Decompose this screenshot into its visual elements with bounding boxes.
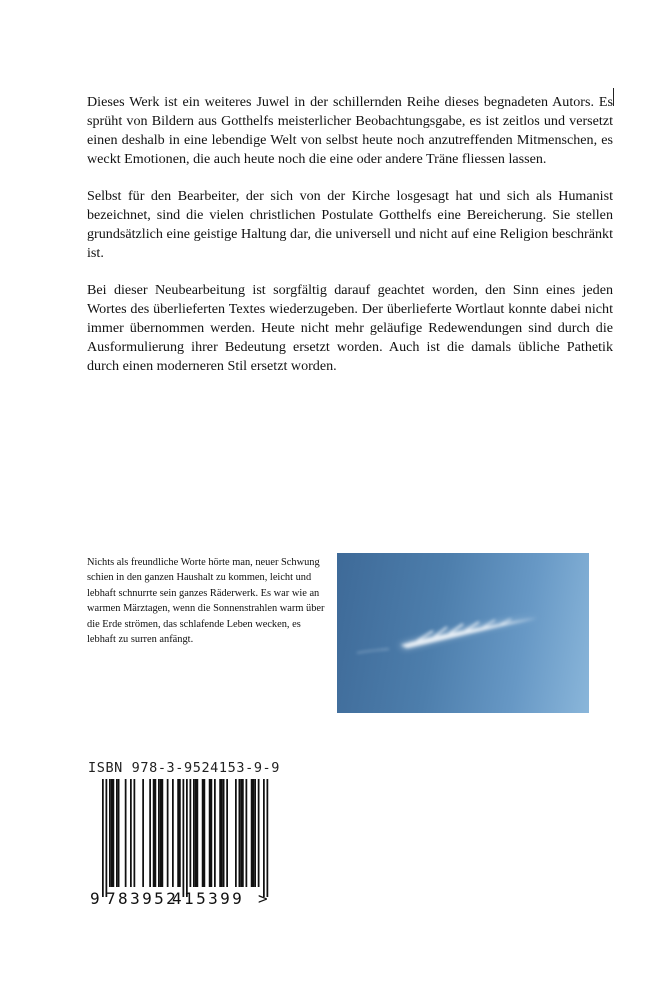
isbn-barcode — [88, 779, 278, 903]
barcode-bar — [118, 779, 120, 887]
barcode-bar — [254, 779, 256, 887]
barcode-bar — [125, 779, 127, 887]
barcode-bar — [258, 779, 260, 887]
barcode-bar — [195, 779, 197, 887]
barcode-bar — [190, 779, 192, 887]
barcode-bar — [214, 779, 216, 887]
barcode-digits — [88, 889, 278, 911]
barcode-left-digits: 783952 — [106, 889, 179, 908]
barcode-bar — [219, 779, 221, 887]
barcode-guard-bar — [263, 779, 265, 897]
blurb-paragraph-2: Selbst für den Bearbeiter, der sich von der Kirche losgesagt hat und sich als Humanist bezeichnet, sind die vielen christlichen Postulate Gotthelfs eine Bereicherung. Sie stellen grundsätzlich eine geistige Haltung dar, die universell und nicht auf eine Religion beschränkt ist. — [87, 188, 613, 261]
isbn-label: ISBN 978-3-9524153-9-9 — [88, 760, 281, 776]
barcode-bar — [179, 779, 181, 887]
barcode-first-digit: 9 — [90, 889, 100, 908]
barcode-bar — [162, 779, 164, 887]
barcode-bar — [211, 779, 213, 887]
barcode-bar — [221, 779, 223, 887]
barcode-bar — [223, 779, 225, 887]
barcode-bar — [197, 779, 199, 887]
barcode-bar — [239, 779, 241, 887]
barcode-bar — [253, 779, 255, 887]
barcode-bar — [149, 779, 151, 887]
barcode-bar — [209, 779, 211, 887]
blurb-paragraph-3: Bei dieser Neubearbeitung ist sorgfältig darauf geachtet worden, den Sinn eines jeden Wortes des überlieferten Textes wiederzugeben. Der überlieferte Wortlaut konnte dabei nicht immer übernommen werden. Heute nicht mehr geläufige Redewendungen sind durch die Ausformulierung ihrer Bedeutung ersetzt worden. Auch ist die damals übliche Pathetik durch einen moderneren Stil ersetzt worden. — [87, 282, 613, 374]
barcode-bar — [246, 779, 248, 887]
barcode-bar — [130, 779, 132, 887]
barcode-bar — [160, 779, 162, 887]
barcode-bar — [226, 779, 228, 887]
barcode-bar — [155, 779, 157, 887]
barcode-quiet-zone-mark: > — [258, 889, 268, 908]
barcode-bar — [204, 779, 206, 887]
barcode-guard-bar — [102, 779, 104, 897]
barcode-bar — [240, 779, 242, 887]
excerpt-quote: Nichts als freundliche Worte hörte man, neuer Schwung schien in den ganzen Haushalt zu kommen, leicht und lebhaft schnurrte sein ganzes Räderwerk. Es war wie an warmen Märztagen, wenn die Sonnenstrahlen warm über die Erde strömen, das schlafende Leben wecken, es lebhaft zu surren anfängt. — [87, 557, 325, 646]
barcode-bar — [235, 779, 237, 887]
barcode-bar — [142, 779, 144, 887]
barcode-guard-bar — [186, 779, 188, 897]
barcode-right-digits: 415399 — [172, 889, 245, 908]
barcode-bar — [109, 779, 111, 887]
barcode-guard-bar — [183, 779, 185, 897]
barcode-bar — [167, 779, 169, 887]
blurb-paragraph-1: Dieses Werk ist ein weiteres Juwel in der schillernden Reihe dieses begnadeten Autors. Es sprüht von Bildern aus Gotthelfs meisterlicher Beobachtungsgabe, es ist zeitlos und versetzt einen deshalb in eine lebendige Welt von selbst heute noch anzutreffenden Mitmenschen, es weckt Emotionen, die auch heute noch die eine oder andere Träne fliessen lassen. — [87, 94, 613, 167]
barcode-bar — [193, 779, 195, 887]
margin-mark — [613, 88, 614, 106]
barcode-bar — [113, 779, 115, 887]
barcode-bar — [134, 779, 136, 887]
back-cover-blurb — [87, 93, 613, 394]
barcode-bar — [172, 779, 174, 887]
barcode-bar — [111, 779, 113, 887]
sky-photo — [337, 553, 589, 713]
barcode-bar — [242, 779, 244, 887]
barcode-bar — [158, 779, 160, 887]
feather-cloud-icon — [337, 553, 589, 713]
barcode-bar — [202, 779, 204, 887]
barcode-bar — [116, 779, 118, 887]
barcode-guard-bar — [106, 779, 108, 897]
barcode-bar — [251, 779, 253, 887]
barcode-guard-bar — [267, 779, 269, 897]
barcode-bar — [177, 779, 179, 887]
barcode-bar — [153, 779, 155, 887]
